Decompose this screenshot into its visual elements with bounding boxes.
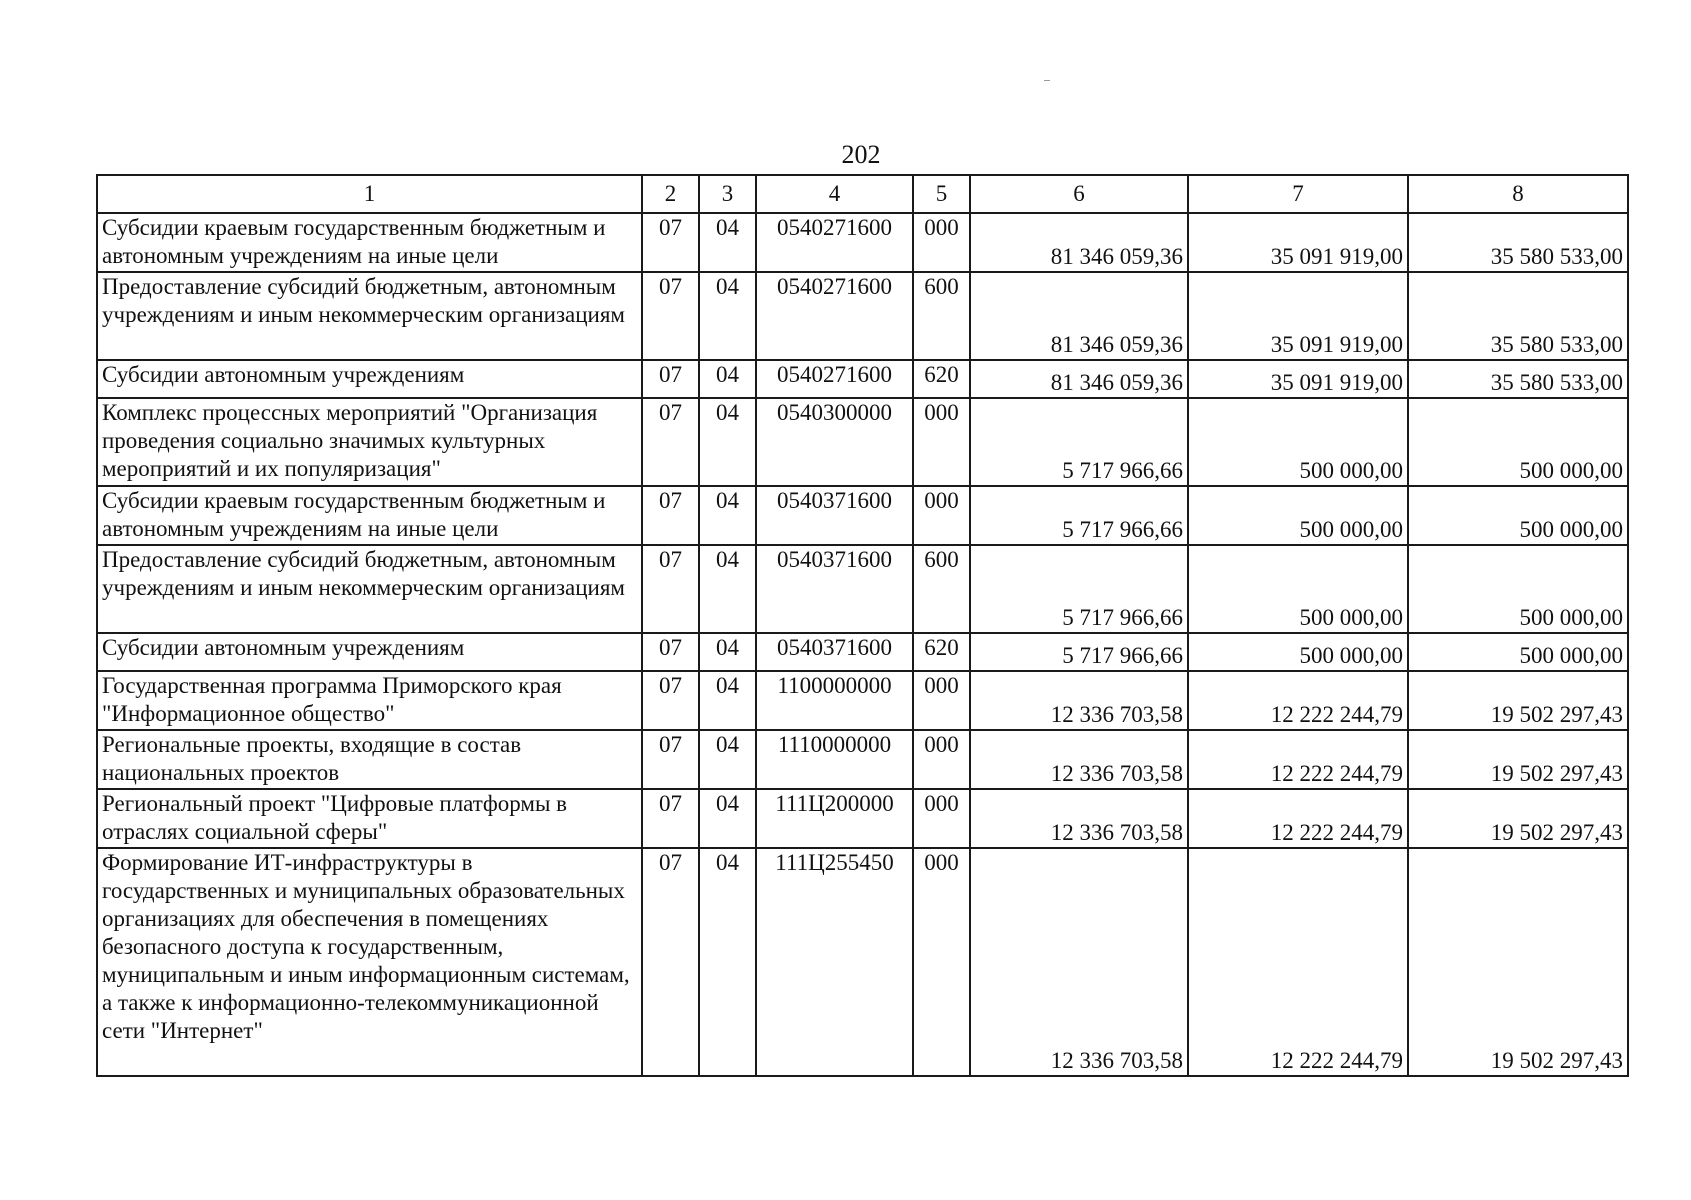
cell-amount-col8: 19 502 297,43: [1408, 848, 1628, 1076]
cell-expense-type: 000: [913, 486, 970, 545]
cell-subsection: 04: [699, 213, 756, 272]
cell-section: 07: [642, 545, 699, 633]
cell-amount-col6: 81 346 059,36: [970, 213, 1188, 272]
cell-name: Региональный проект "Цифровые платформы в отраслях социальной сферы": [97, 789, 642, 848]
cell-section: 07: [642, 671, 699, 730]
header-row: [97, 175, 1628, 213]
table-row: [97, 398, 1628, 486]
cell-expense-type: 620: [913, 633, 970, 671]
cell-name: Субсидии краевым государственным бюджетным и автономным учреждениям на иные цели: [97, 213, 642, 272]
cell-amount-col6: 5 717 966,66: [970, 633, 1188, 671]
cell-section: 07: [642, 213, 699, 272]
cell-amount-col8: 500 000,00: [1408, 633, 1628, 671]
cell-subsection: 04: [699, 848, 756, 1076]
cell-amount-col6: 12 336 703,58: [970, 789, 1188, 848]
cell-section: 07: [642, 360, 699, 398]
cell-name: Формирование ИТ-инфраструктуры в государственных и муниципальных образовательных организациях для обеспечения в помещениях безопасного доступа к государственным, муниципальным и иным информационным системам, а также к информационно-телекоммуникационной сети "Интернет": [97, 848, 642, 1076]
cell-expense-type: 600: [913, 545, 970, 633]
table-row: [97, 213, 1628, 272]
cell-amount-col7: 500 000,00: [1188, 633, 1408, 671]
cell-amount-col8: 19 502 297,43: [1408, 671, 1628, 730]
cell-amount-col6: 5 717 966,66: [970, 398, 1188, 486]
cell-amount-col8: 35 580 533,00: [1408, 213, 1628, 272]
cell-target-article: 0540371600: [756, 545, 913, 633]
cell-amount-col7: 500 000,00: [1188, 398, 1408, 486]
cell-amount-col8: 19 502 297,43: [1408, 789, 1628, 848]
cell-amount-col8: 35 580 533,00: [1408, 272, 1628, 360]
cell-expense-type: 000: [913, 848, 970, 1076]
table-row: [97, 633, 1628, 671]
cell-expense-type: 600: [913, 272, 970, 360]
cell-amount-col6: 5 717 966,66: [970, 545, 1188, 633]
cell-section: 07: [642, 730, 699, 789]
cell-name: Региональные проекты, входящие в состав национальных проектов: [97, 730, 642, 789]
table-row: [97, 789, 1628, 848]
col-header-3: 3: [699, 175, 756, 213]
cell-expense-type: 000: [913, 398, 970, 486]
page-number: 202: [841, 140, 881, 169]
col-header-4: 4: [756, 175, 913, 213]
cell-section: 07: [642, 486, 699, 545]
cell-amount-col6: 12 336 703,58: [970, 848, 1188, 1076]
cell-target-article: 0540371600: [756, 486, 913, 545]
col-header-5: 5: [913, 175, 970, 213]
cell-section: 07: [642, 633, 699, 671]
cell-subsection: 04: [699, 486, 756, 545]
cell-amount-col6: 12 336 703,58: [970, 730, 1188, 789]
cell-amount-col6: 81 346 059,36: [970, 360, 1188, 398]
cell-target-article: 111Ц200000: [756, 789, 913, 848]
cell-target-article: 0540371600: [756, 633, 913, 671]
cell-amount-col7: 35 091 919,00: [1188, 213, 1408, 272]
cell-amount-col7: 500 000,00: [1188, 545, 1408, 633]
table-row: [97, 730, 1628, 789]
cell-target-article: 111Ц255450: [756, 848, 913, 1076]
cell-name: Комплекс процессных мероприятий "Организация проведения социально значимых культурных мероприятий и их популяризация": [97, 398, 642, 486]
cell-subsection: 04: [699, 272, 756, 360]
table-row: [97, 360, 1628, 398]
cell-subsection: 04: [699, 730, 756, 789]
cell-amount-col8: 500 000,00: [1408, 398, 1628, 486]
cell-amount-col6: 12 336 703,58: [970, 671, 1188, 730]
cell-amount-col8: 19 502 297,43: [1408, 730, 1628, 789]
table-row: [97, 486, 1628, 545]
cell-amount-col7: 35 091 919,00: [1188, 360, 1408, 398]
cell-amount-col7: 500 000,00: [1188, 486, 1408, 545]
cell-expense-type: 000: [913, 789, 970, 848]
col-header-1: 1: [97, 175, 642, 213]
cell-section: 07: [642, 272, 699, 360]
cell-target-article: 0540271600: [756, 272, 913, 360]
cell-amount-col6: 5 717 966,66: [970, 486, 1188, 545]
cell-name: Государственная программа Приморского края "Информационное общество": [97, 671, 642, 730]
col-header-2: 2: [642, 175, 699, 213]
cell-amount-col7: 12 222 244,79: [1188, 848, 1408, 1076]
cell-name: Предоставление субсидий бюджетным, автономным учреждениям и иным некоммерческим организациям: [97, 272, 642, 360]
cell-section: 07: [642, 398, 699, 486]
scan-speck: [1044, 80, 1050, 81]
cell-subsection: 04: [699, 789, 756, 848]
table-row: [97, 848, 1628, 1076]
table-row: [97, 272, 1628, 360]
cell-subsection: 04: [699, 633, 756, 671]
cell-section: 07: [642, 848, 699, 1076]
cell-amount-col7: 35 091 919,00: [1188, 272, 1408, 360]
cell-target-article: 1100000000: [756, 671, 913, 730]
cell-amount-col7: 12 222 244,79: [1188, 789, 1408, 848]
cell-expense-type: 000: [913, 213, 970, 272]
cell-amount-col7: 12 222 244,79: [1188, 730, 1408, 789]
cell-expense-type: 000: [913, 671, 970, 730]
cell-name: Предоставление субсидий бюджетным, автономным учреждениям и иным некоммерческим организациям: [97, 545, 642, 633]
cell-name: Субсидии автономным учреждениям: [97, 633, 642, 671]
cell-target-article: 0540271600: [756, 213, 913, 272]
cell-expense-type: 000: [913, 730, 970, 789]
cell-subsection: 04: [699, 398, 756, 486]
cell-name: Субсидии автономным учреждениям: [97, 360, 642, 398]
cell-subsection: 04: [699, 360, 756, 398]
cell-amount-col8: 35 580 533,00: [1408, 360, 1628, 398]
cell-amount-col7: 12 222 244,79: [1188, 671, 1408, 730]
cell-subsection: 04: [699, 545, 756, 633]
col-header-6: 6: [970, 175, 1188, 213]
cell-amount-col8: 500 000,00: [1408, 545, 1628, 633]
cell-name: Субсидии краевым государственным бюджетным и автономным учреждениям на иные цели: [97, 486, 642, 545]
cell-amount-col8: 500 000,00: [1408, 486, 1628, 545]
cell-section: 07: [642, 789, 699, 848]
cell-subsection: 04: [699, 671, 756, 730]
table-row: [97, 545, 1628, 633]
col-header-8: 8: [1408, 175, 1628, 213]
cell-expense-type: 620: [913, 360, 970, 398]
cell-target-article: 0540271600: [756, 360, 913, 398]
cell-amount-col6: 81 346 059,36: [970, 272, 1188, 360]
cell-target-article: 1110000000: [756, 730, 913, 789]
table-row: [97, 671, 1628, 730]
table-body: [97, 175, 1628, 1076]
budget-table: [96, 174, 1629, 1077]
col-header-7: 7: [1188, 175, 1408, 213]
cell-target-article: 0540300000: [756, 398, 913, 486]
